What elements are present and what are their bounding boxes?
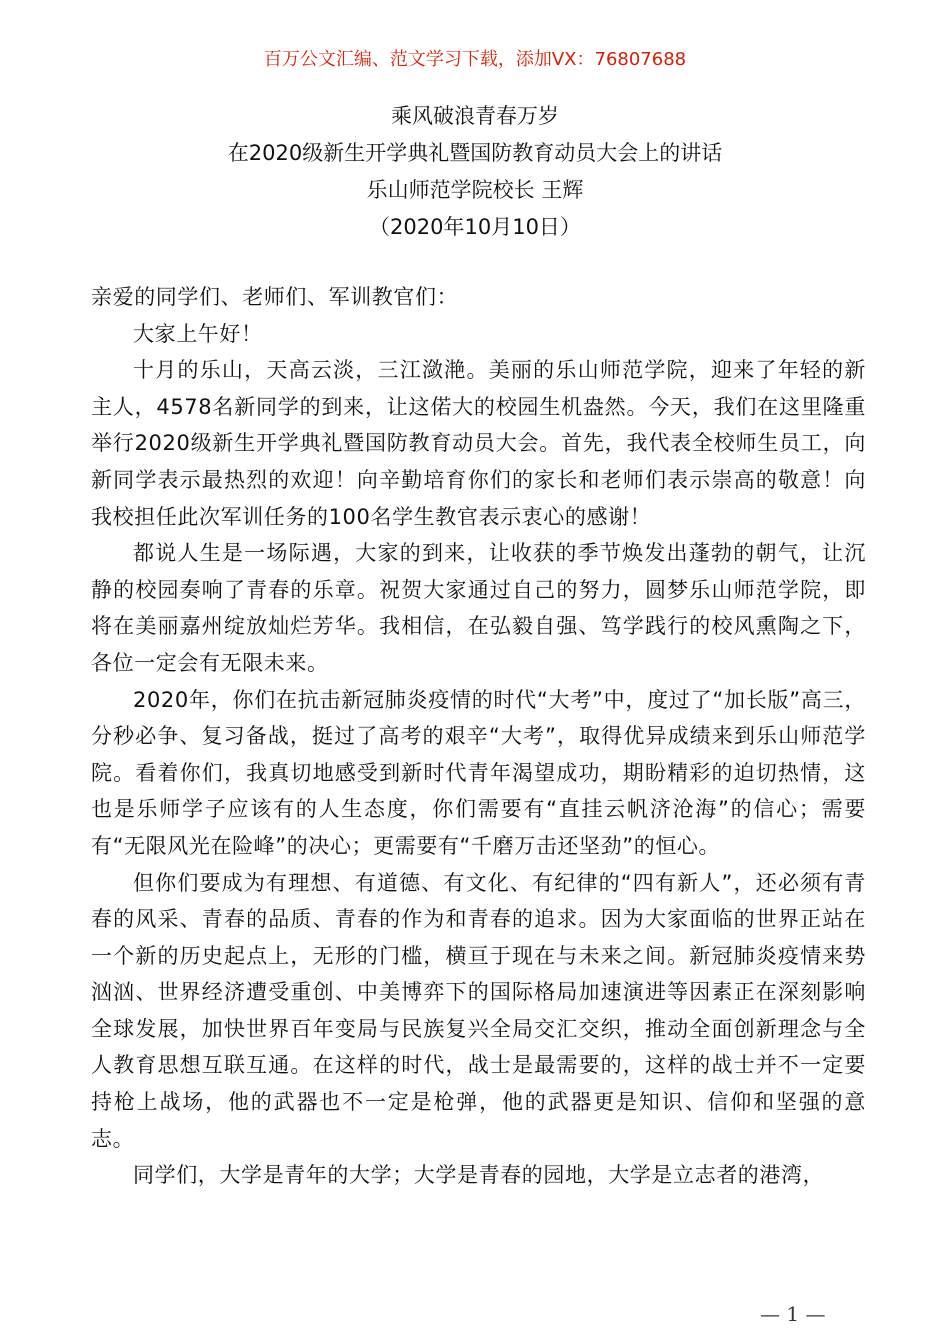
paragraph-2020: 2020年，你们在抗击新冠肺炎疫情的时代“大考”中，度过了“加长版”高三，分秒必争、复习备战，挺过了高考的艰辛“大考”，取得优异成绩来到乐山师范学院。看着你们，我真切地感受到新时代青年渴望成功，期盼精彩的迫切热情，这也是乐师学子应该有的人生态度，你们需要有“直挂云帆济沧海”的信心；需要有“无限风光在险峰”的决心；更需要有“千磨万击还坚劲”的恒心。 bbox=[91, 687, 866, 858]
speech-subtitle: 在2020级新生开学典礼暨国防教育动员大会上的讲话 bbox=[227, 141, 723, 165]
paragraph-four-new: 但你们要成为有理想、有道德、有文化、有纪律的“四有新人”，还必须有青春的风采、青春的品质、青春的作为和青春的追求。因为大家面临的世界正站在一个新的历史起点上，无形的门槛，横亘于现在与未来之间。新冠肺炎疫情来势汹汹、世界经济遭受重创、中美博弈下的国际格局加速演进等因素正在深刻影响全球发展，加快世界百年变局与民族复兴全局交汇交织，推动全面创新理念与全人教育思想互联互通。在这样的时代，战士是最需要的，这样的战士并不一定要持枪上战场，他的武器也不一定是枪弹，他的武器更是知识、信仰和坚强的意志。 bbox=[91, 870, 866, 1151]
paragraph-congratulations: 都说人生是一场际遇，大家的到来，让收获的季节焕发出蓬勃的朝气，让沉静的校园奏响了青春的乐章。祝贺大家通过自己的努力，圆梦乐山师范学院，即将在美丽嘉州绽放灿烂芳华。我相信，在弘毅自强、笃学践行的校风熏陶之下，各位一定会有无限未来。 bbox=[91, 541, 866, 675]
speech-author: 乐山师范学院校长 王辉 bbox=[366, 178, 584, 202]
speech-body bbox=[91, 279, 866, 1194]
salutation: 亲爱的同学们、老师们、军训教官们： bbox=[91, 285, 459, 309]
speech-title: 乘风破浪青春万岁 bbox=[391, 104, 559, 128]
page-number: — 1 — bbox=[760, 1302, 826, 1326]
paragraph-welcome: 十月的乐山，天高云淡，三江潋滟。美丽的乐山师范学院，迎来了年轻的新主人，4578名新同学的到来，让这偌大的校园生机盎然。今天，我们在这里隆重举行2020级新生开学典礼暨国防教育动员大会。首先，我代表全校师生员工，向新同学表示最热烈的欢迎！向辛勤培育你们的家长和老师们表示崇高的敬意！向我校担任此次军训任务的100名学生教官表示衷心的感谢！ bbox=[91, 358, 866, 529]
title-block bbox=[0, 98, 950, 246]
paragraph-university: 同学们，大学是青年的大学；大学是青春的园地，大学是立志者的港湾， bbox=[133, 1163, 825, 1188]
paragraph-greeting: 大家上午好！ bbox=[133, 321, 263, 346]
watermark-banner: 百万公文汇编、范文学习下载，添加VX：76807688 bbox=[263, 49, 687, 70]
speech-date: （2020年10月10日） bbox=[369, 215, 581, 239]
